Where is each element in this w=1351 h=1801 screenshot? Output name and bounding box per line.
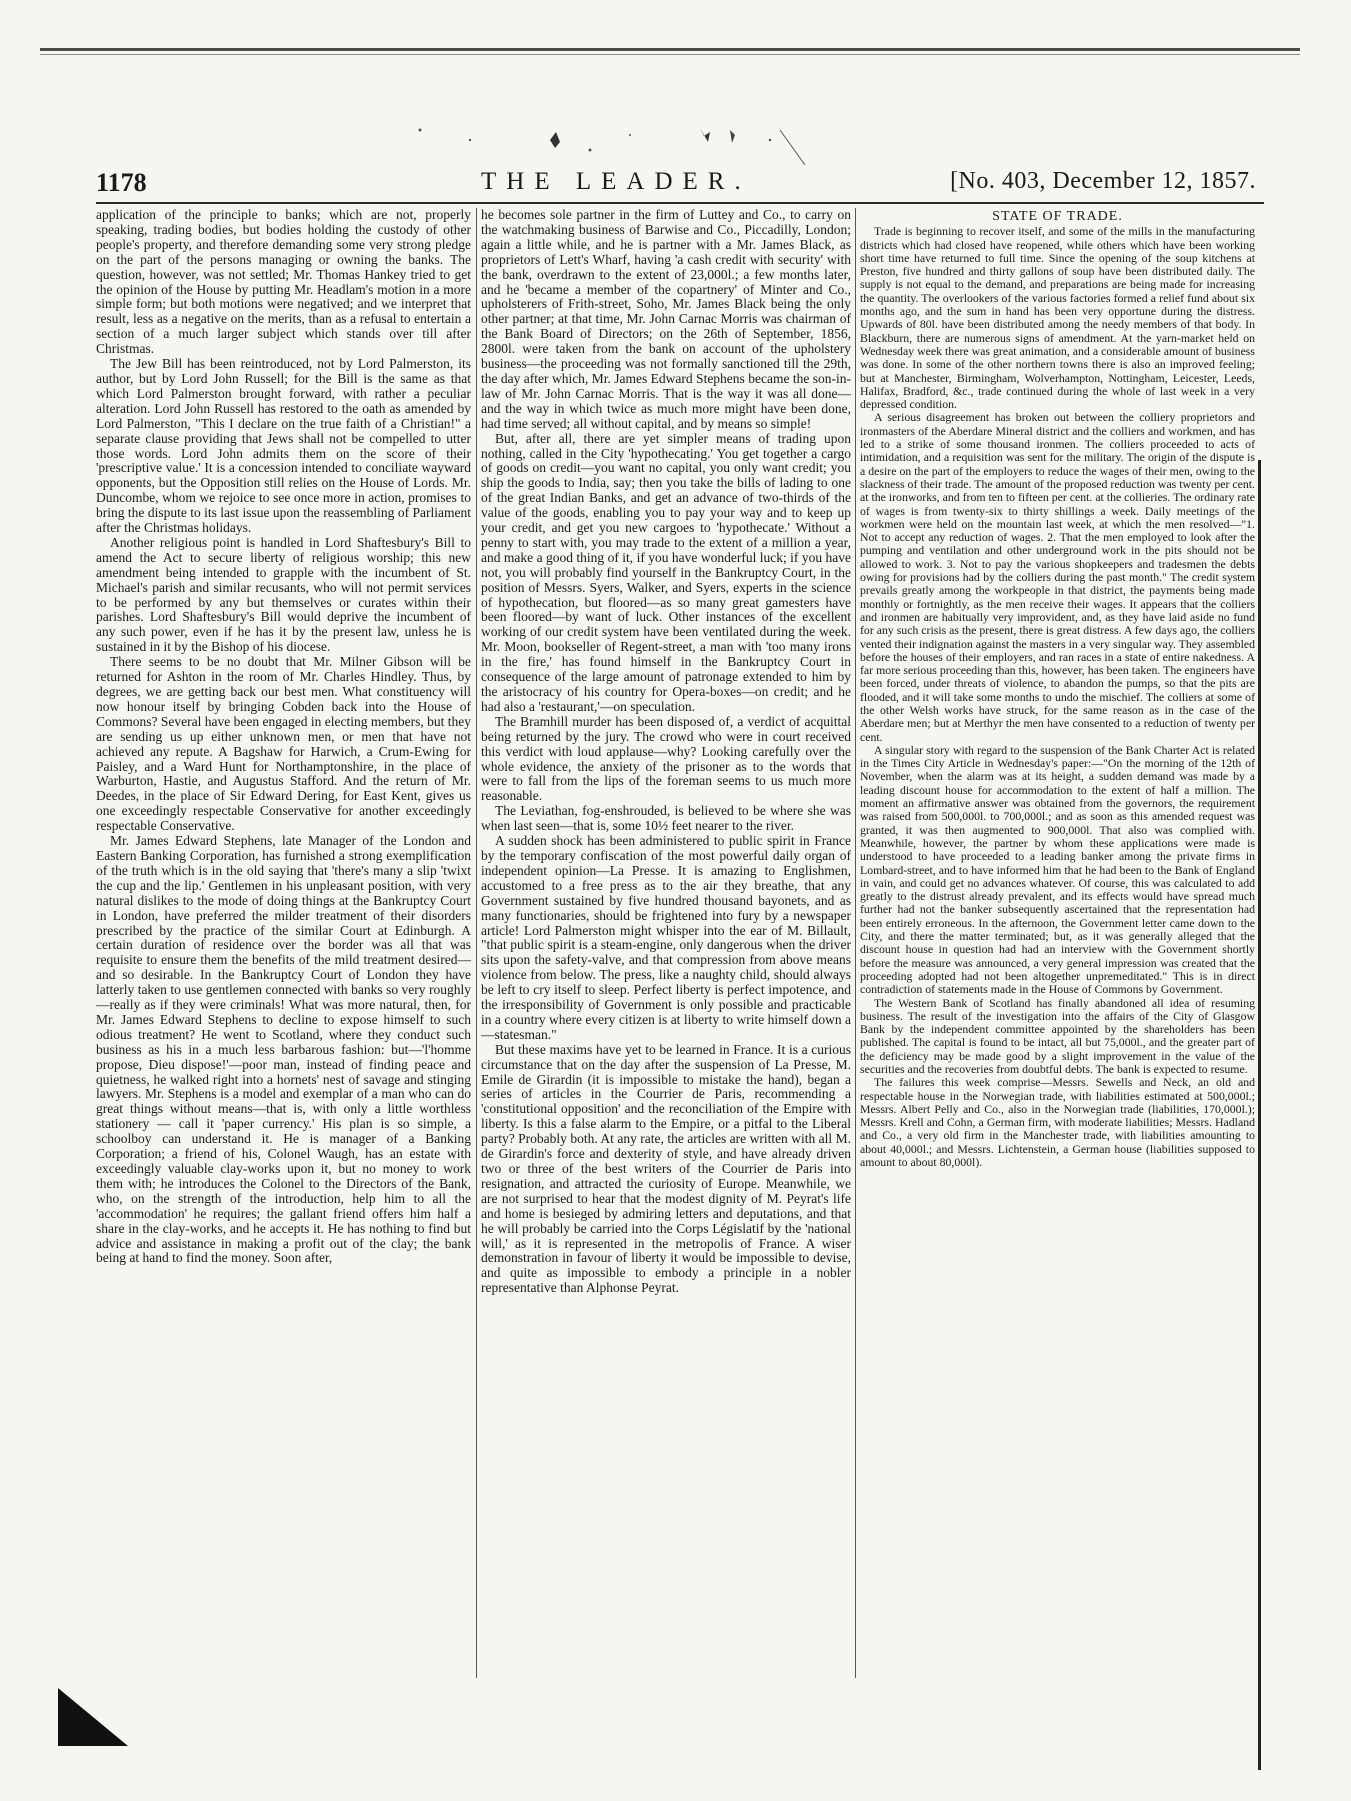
section-heading: STATE OF TRADE. bbox=[992, 209, 1123, 224]
page-number: 1178 bbox=[96, 168, 147, 197]
paragraph: The Bramhill murder has been disposed of, a verdict of acquittal being returned by the jury. The crowd who were in court received this verdict with loud applause—why? Looking carefully over the whole evidence, the anxiety of the prisoner as to the words that were to fall from the lips of the foreman seems to us much more reasonable. bbox=[481, 713, 851, 804]
paragraph: A serious disagreement has broken out between the colliery proprietors and ironmasters of the Aberdare Mineral district and the colliers and workmen, and has led to a strike of some thousand ironmen. The colliers proceeded to acts of intimidation, and a requisition was sent for the military. The origin of the dispute is a desire on the part of the employers to reduce the wages of their men, owing to the slackness of their trade. The amount of the proposed reduction was twenty per cent. at the ironworks, and from ten to fifteen per cent. at the collieries. The ordinary rate of wages is from twenty-six to thirty shillings a week. Daily meetings of the workmen were held on the mountain last week, at which the men resolved—"1. Not to accept any reduction of wages. 2. That the men employed to look after the pumping and ventilation and other underground work in the pits should not be allowed to work. 3. Not to pay the various shopkeepers and tradesmen the debts owing for provisions had by the colliers during the past month." The credit system prevails greatly among the workpeople in that district, the payments being made monthly or fortnightly, as the men receive their wages. It appears that the colliers and ironmen are habitually very improvident, and, as they have laid aside no fund for any such crisis as the present, there is great distress. A few days ago, the colliers vented their indignation against the masters in a very singular way. They assembled before the houses of their employers, and ran races in a state of entire nakedness. A far more serious proceeding than this, however, has been taken. The engineers have been forced, under threats of violence, to abandon the pumps, so that the pits are flooded, and it will take some months to undo the mischief. The colliers at some of the other Welsh works have struck, for the same reason as in the case of the Aberdare men; but at Merthyr the men have consented to a reduction of twenty per cent. bbox=[860, 410, 1255, 744]
corner-mark bbox=[58, 1688, 128, 1748]
paragraph: Trade is beginning to recover itself, and some of the mills in the manufacturing districts which had closed have reopened, while others which have been working short time have returned to full time. Since the opening of the soup kitchens at Preston, five hundred and thirty gallons of soup have been distributed daily. The supply is not equal to the demand, and preparations are being made for increasing the quantity. The overlookers of the various factories formed a relief fund about six months ago, and the sum in hand has been very opportune during the distress. Upwards of 80l. have been distributed among the needy members of that body. In Blackburn, there are numerous signs of amendment. At the yarn-market held on Wednesday week there was great animation, and a considerable amount of business was done. In some of the other northern towns there is also an improved feeling; but at Manchester, Birmingham, Wolverhampton, Nottingham, Leicester, Leeds, Halifax, Bradford, &c., trade continued during the whole of last week in a very depressed condition. bbox=[860, 224, 1255, 412]
column-3 bbox=[860, 208, 1255, 1169]
column-divider bbox=[476, 208, 477, 1678]
paragraph: Mr. James Edward Stephens, late Manager of the London and Eastern Banking Corporation, has furnished a strong exemplification of the truth which is in the old saying that 'there's many a slip 'twixt the cup and the lip.' Gentlemen in his unpleasant position, with very natural dislikes to the mode of doing things at the Bankruptcy Court in London, have preferred the milder treatment of their disorders prescribed by the practice of the similar Court at Edinburgh. A certain duration of residence over the border was all that was requisite to ensure them the benefits of the mild treatment desired—and so desirable. In the Bankruptcy Court of London they have latterly taken to use gentlemen connected with banks so very roughly—really as if they were criminals! What was more natural, then, for Mr. James Edward Stephens to decline to expose himself to such odious treatment? He went to Scotland, where they conduct such business as his in a much less barbarous fashion: but—'l'homme propose, Dieu dispose!'—poor man, instead of finding peace and quietness, he walked right into a hornets' nest of savage and stinging lawyers. Mr. Stephens is a model and exemplar of a man who can do great things without means—that is, with only a little worthless stationery — call it 'paper currency.' His plan is so simple, a schoolboy can understand it. He is manager of a Banking Corporation; a friend of his, Colonel Waugh, has an estate with exceedingly valuable clay-works upon it, but no money to work them with; he introduces the Colonel to the Directors of the Bank, who, on the strength of the introduction, help him to all the 'accommodation' he requires; the gallant friend offers him half a share in the clay-works, and he accepts it. He has nothing to find but advice and assistance in making a profit out of the clay; the bank being at hand to find the money. Soon after, bbox=[96, 833, 471, 1266]
paragraph: The Jew Bill has been reintroduced, not by Lord Palmerston, its author, but by Lord John Russell; for the Bill is the same as that which Lord Palmerston brought forward, with rather a peculiar alteration. Lord John Russell has restored to the oath as amended by Lord Palmerston, "This I declare on the true faith of a Christian!" a separate clause providing that Jews shall not be compelled to utter those words. Lord John admits them on the score of their 'prescriptive value.' It is a concession intended to conciliate wayward opponents, but the Opposition still relies on the House of Lords. Mr. Duncombe, whom we rejoice to see once more in action, promises to bring the dispute to its last issue upon the reassembling of Parliament after the Christmas holidays. bbox=[96, 356, 471, 536]
column-1 bbox=[96, 208, 471, 1266]
paragraph: The failures this week comprise—Messrs. Sewells and Neck, an old and respectable house in the Norwegian trade, with liabilities estimated at 500,000l.; Messrs. Albert Pelly and Co., also in the Norwegian trade (liabilities, 170,000l.); Messrs. Krell and Cohn, a German firm, with moderate liabilities; Messrs. Hadland and Co., a very old firm in the Manchester trade, with liabilities amounting to about 40,000l.; and Messrs. Lichtenstein, a German house (liabilities supposed to amount to about 80,000l). bbox=[860, 1075, 1255, 1170]
top-rule-thin bbox=[40, 54, 1300, 55]
paragraph: A sudden shock has been administered to public spirit in France by the temporary confiscation of the most powerful daily organ of independent opinion—La Presse. It is amazing to Englishmen, accustomed to a free press as to the air they breathe, that any Government sustained by five hundred thousand bayonets, and as many functionaries, should be frightened into fury by a newspaper article! Lord Palmerston might whisper into the ear of M. Billault, "that public spirit is a steam-engine, only dangerous when the driver sits upon the safety-valve, and that compression from above means violence from below. The press, like a naughty child, should always be left to cry itself to sleep. Perfect liberty is perfect impotence, and the irresponsibility of Government is only possible and practicable in a country where every citizen is at liberty to write himself down a—statesman." bbox=[481, 833, 851, 1042]
paragraph: The Leviathan, fog-enshrouded, is believed to be where she was when last seen—that is, some 10½ feet nearer to the river. bbox=[481, 803, 851, 834]
paragraph: There seems to be no doubt that Mr. Milner Gibson will be returned for Ashton in the room of Mr. Charles Hindley. Thus, by degrees, we are getting back our best men. What constituency will now honour itself by bringing Cobden back into the House of Commons? Several have been engaged in electing members, but they are sending us up either unknown men, or men that have not achieved any repute. A Bagshaw for Harwich, a Crum-Ewing for Paisley, and a Ward Hunt for Northamptonshire, in the place of Warburton, Hastie, and Augustus Stafford. And the return of Mr. Deedes, in the place of Sir Edward Dering, for East Kent, gives us one exceedingly respectable Conservative for another exceedingly respectable Conservative. bbox=[96, 654, 471, 834]
paragraph: Another religious point is handled in Lord Shaftesbury's Bill to amend the Act to secure liberty of religious worship; this new amendment being intended to grapple with the incumbent of St. Michael's parish and similar recusants, who will not permit services to be performed by any but themselves or curates within their parishes. Lord Shaftesbury's Bill would deprive the incumbent of any such power, even if he has it by the present law, unless he is sustained in it by the Bishop of his diocese. bbox=[96, 534, 471, 655]
column-divider bbox=[855, 208, 856, 1678]
column-2 bbox=[481, 208, 851, 1296]
paragraph: he becomes sole partner in the firm of Luttey and Co., to carry on the watchmaking business of Barwise and Co., Piccadilly, London; again a little while, and he is partner with a Mr. James Black, as proprietors of Lett's Wharf, having 'a cash credit with security' with the bank, overdrawn to the extent of 23,000l.; a few months later, and he 'became a member of the copartnery' of Minter and Co., upholsterers of Frith-street, Soho, Mr. James Black being the only other partner; at that time, Mr. John Carnac Morris was chairman of the Bank Board of Directors; on the 26th of September, 1856, 2800l. were taken from the bank on account of the upholstery business—the proceeding was not formally sanctioned till the 29th, the day after which, Mr. James Edward Stephens became the son-in-law of Mr. John Carnac Morris. That is the way it was all done—and the way in which twice as much more might have been done, had time served; all without capital, and by means so simple! bbox=[481, 207, 851, 431]
paragraph: application of the principle to banks; which are not, properly speaking, trading bodies, but bodies holding the custody of other people's property, and therefore demanding some very strong pledge on the part of the persons managing or owning the banks. The question, however, was not settled; Mr. Thomas Hankey tried to get the opinion of the House by putting Mr. Headlam's motion in a more simple form; but both motions were negatived; and we interpret that result, less as a negative on the merits, than as a refusal to entertain a section of a much larger subject which stands over till after Christmas. bbox=[96, 207, 471, 357]
header-rule bbox=[96, 202, 1264, 204]
newspaper-title: THE LEADER. bbox=[481, 168, 751, 195]
right-edge-rule bbox=[1258, 460, 1261, 1770]
issue-date: [No. 403, December 12, 1857. bbox=[950, 168, 1256, 194]
top-rule bbox=[40, 48, 1300, 51]
page-header bbox=[96, 168, 1256, 202]
paragraph: The Western Bank of Scotland has finally abandoned all idea of resuming business. The result of the investigation into the affairs of the City of Glasgow Bank by the independent committee appointed by the shareholders has been published. The capital is found to be intact, all but 75,000l., and the greater part of the deficiency may be made good by a slight improvement in the value of the securities and the recoveries from doubtful debts. The bank is expected to resume. bbox=[860, 995, 1255, 1076]
paragraph: A singular story with regard to the suspension of the Bank Charter Act is related in the Times City Article in Wednesday's paper:—"On the morning of the 12th of November, when the alarm was at its height, a sudden demand was made by a leading discount house for accommodation to the extent of half a million. The moment an affirmative answer was obtained from the governors, the requirement was raised from 500,000l. to 700,000l.; and as soon as this amended request was granted, it was then augmented to 900,000l. That also was complied with. Meanwhile, however, the partner by whom these applications were made is understood to have proceeded to a leading banker among the private firms in Lombard-street, and to have informed him that he had been to the Bank of England in vain, and could get no advances whatever. Of course, this was calculated to add greatly to the distrust already prevalent, and its effects would have spread much further had not the banker subsequently ascertained that the representation had been entirely erroneous. In the afternoon, the Government letter came down to the City, and there the matter terminated; but, as it was generally alleged that the discount house in question had had an interview with the Government shortly before the measure was announced, a very general impression was created that the proceeding adopted had not been altogether unpremeditated." This is in direct contradiction of statements made in the House of Commons by Government. bbox=[860, 742, 1255, 997]
paragraph: But, after all, there are yet simpler means of trading upon nothing, called in the City 'hypothecating.' You get together a cargo of goods on credit—you want no capital, you only want credit; you ship the goods to India, say; then you take the bills of lading to one of the great Indian Banks, and get an advance of two-thirds of the value of the goods, enabling you to pay your way and to keep up your credit, and get you new cargoes to 'hypothecate.' Without a penny to start with, you may trade to the extent of a million a year, and make a good thing of it, if you have wonderful luck; if you have not, you will probably find yourself in the Bankruptcy Court, in the position of Messrs. Syers, Walker, and Syers, experts in the science of hypothecation, but floored—as so many great gamesters have been floored—by want of luck. Other instances of the excellent working of our credit system have been ventilated during the week. Mr. Moon, bookseller of Regent-street, a man with 'too many irons in the fire,' has found himself in the Bankruptcy Court in consequence of the large amount of patronage extended to him by the aristocracy of his country for Opera-boxes—on credit; and he had also a 'restaurant,'—on speculation. bbox=[481, 430, 851, 714]
paragraph: But these maxims have yet to be learned in France. It is a curious circumstance that on the day after the suspension of La Presse, M. Emile de Girardin (it is impossible to mistake the hand), began a series of articles in the Courrier de Paris, recommending a 'constitutional opposition' and the reconciliation of the Empire with liberty. Is this a false alarm to the Empire, or a pitfal to the Liberal party? Probably both. At any rate, the articles are written with all M. de Girardin's force and dexterity of style, and have already driven two or three of the best writers of the Courrier de Paris into resignation, and attracted the curiosity of Europe. Meanwhile, we are not surprised to hear that the modest dignity of M. Peyrat's life and home is besieged by admiring letters and deputations, and that he will probably be carried into the Corps Législatif by the 'national will,' as it is represented in the metropolis of France. A wiser demonstration in favour of liberty it would be impossible to devise, and quite as impossible to embody a principle in a nobler representative than Alphonse Peyrat. bbox=[481, 1041, 851, 1296]
